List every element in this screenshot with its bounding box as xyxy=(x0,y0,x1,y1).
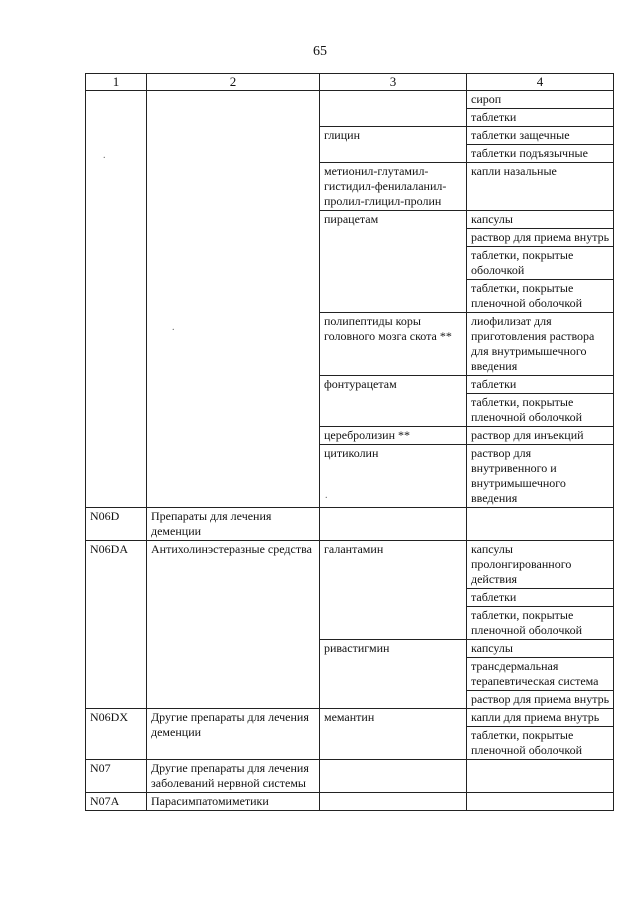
atc-code-cell: N07 xyxy=(86,760,147,793)
table-header-row xyxy=(86,74,614,91)
dosage-form-cell: таблетки, покрытые оболочкой xyxy=(467,247,614,280)
substance-cell xyxy=(320,760,467,793)
column-header: 2 xyxy=(147,74,320,91)
dosage-form-cell: таблетки, покрытые пленочной оболочкой xyxy=(467,280,614,313)
atc-code-cell xyxy=(86,91,147,508)
page-number: 65 xyxy=(313,44,327,59)
dosage-form-cell: трансдермальная терапевтическая система xyxy=(467,658,614,691)
scan-mark: . xyxy=(325,490,328,501)
table-row xyxy=(86,709,614,727)
table-row xyxy=(86,793,614,811)
dosage-form-cell xyxy=(467,793,614,811)
substance-cell xyxy=(320,793,467,811)
dosage-form-cell: раствор для внутривенного и внутримышечного введения xyxy=(467,445,614,508)
dosage-form-cell: раствор для приема внутрь xyxy=(467,229,614,247)
table-row xyxy=(86,91,614,109)
substance-cell: мемантин xyxy=(320,709,467,760)
substance-cell: пирацетам xyxy=(320,211,467,313)
dosage-form-cell: капсулы пролонгированного действия xyxy=(467,541,614,589)
dosage-form-cell: сироп xyxy=(467,91,614,109)
group-name-cell: Антихолинэстеразные средства xyxy=(147,541,320,709)
column-header: 4 xyxy=(467,74,614,91)
atc-code-cell: N06D xyxy=(86,508,147,541)
dosage-form-cell: раствор для приема внутрь xyxy=(467,691,614,709)
substance-cell: метионил-глутамил-гистидил-фенилаланил-пролил-глицил-пролин xyxy=(320,163,467,211)
dosage-form-cell: таблетки подъязычные xyxy=(467,145,614,163)
dosage-form-cell: раствор для инъекций xyxy=(467,427,614,445)
group-name-cell: Другие препараты для лечения заболеваний нервной системы xyxy=(147,760,320,793)
dosage-form-cell: капли назальные xyxy=(467,163,614,211)
atc-code-cell: N06DA xyxy=(86,541,147,709)
dosage-form-cell: капли для приема внутрь xyxy=(467,709,614,727)
dosage-form-cell: таблетки xyxy=(467,589,614,607)
group-name-cell: Парасимпатомиметики xyxy=(147,793,320,811)
atc-code-cell: N07A xyxy=(86,793,147,811)
dosage-form-cell: капсулы xyxy=(467,640,614,658)
dosage-form-cell: таблетки, покрытые пленочной оболочкой xyxy=(467,394,614,427)
substance-cell: фонтурацетам xyxy=(320,376,467,427)
dosage-form-cell: капсулы xyxy=(467,211,614,229)
substance-cell: ривастигмин xyxy=(320,640,467,709)
substance-cell xyxy=(320,508,467,541)
dosage-form-cell: таблетки xyxy=(467,109,614,127)
table-row xyxy=(86,508,614,541)
column-header: 3 xyxy=(320,74,467,91)
group-name-cell xyxy=(147,91,320,508)
dosage-form-cell: таблетки xyxy=(467,376,614,394)
substance-cell: галантамин xyxy=(320,541,467,640)
dosage-form-cell: таблетки защечные xyxy=(467,127,614,145)
substance-cell: церебролизин ** xyxy=(320,427,467,445)
dosage-form-cell xyxy=(467,760,614,793)
table-row xyxy=(86,541,614,589)
group-name-cell: Препараты для лечения деменции xyxy=(147,508,320,541)
dosage-form-cell: таблетки, покрытые пленочной оболочкой xyxy=(467,607,614,640)
group-name-cell: Другие препараты для лечения деменции xyxy=(147,709,320,760)
dosage-form-cell: таблетки, покрытые пленочной оболочкой xyxy=(467,727,614,760)
substance-cell xyxy=(320,91,467,127)
column-header: 1 xyxy=(86,74,147,91)
dosage-form-cell: лиофилизат для приготовления раствора для внутримышечного введения xyxy=(467,313,614,376)
substance-cell: глицин xyxy=(320,127,467,163)
drug-table xyxy=(85,73,614,811)
substance-cell: полипептиды коры головного мозга скота ** xyxy=(320,313,467,376)
table-row xyxy=(86,760,614,793)
scan-mark: . xyxy=(103,150,106,161)
dosage-form-cell xyxy=(467,508,614,541)
substance-cell: цитиколин xyxy=(320,445,467,508)
atc-code-cell: N06DX xyxy=(86,709,147,760)
scan-mark: . xyxy=(172,322,175,333)
